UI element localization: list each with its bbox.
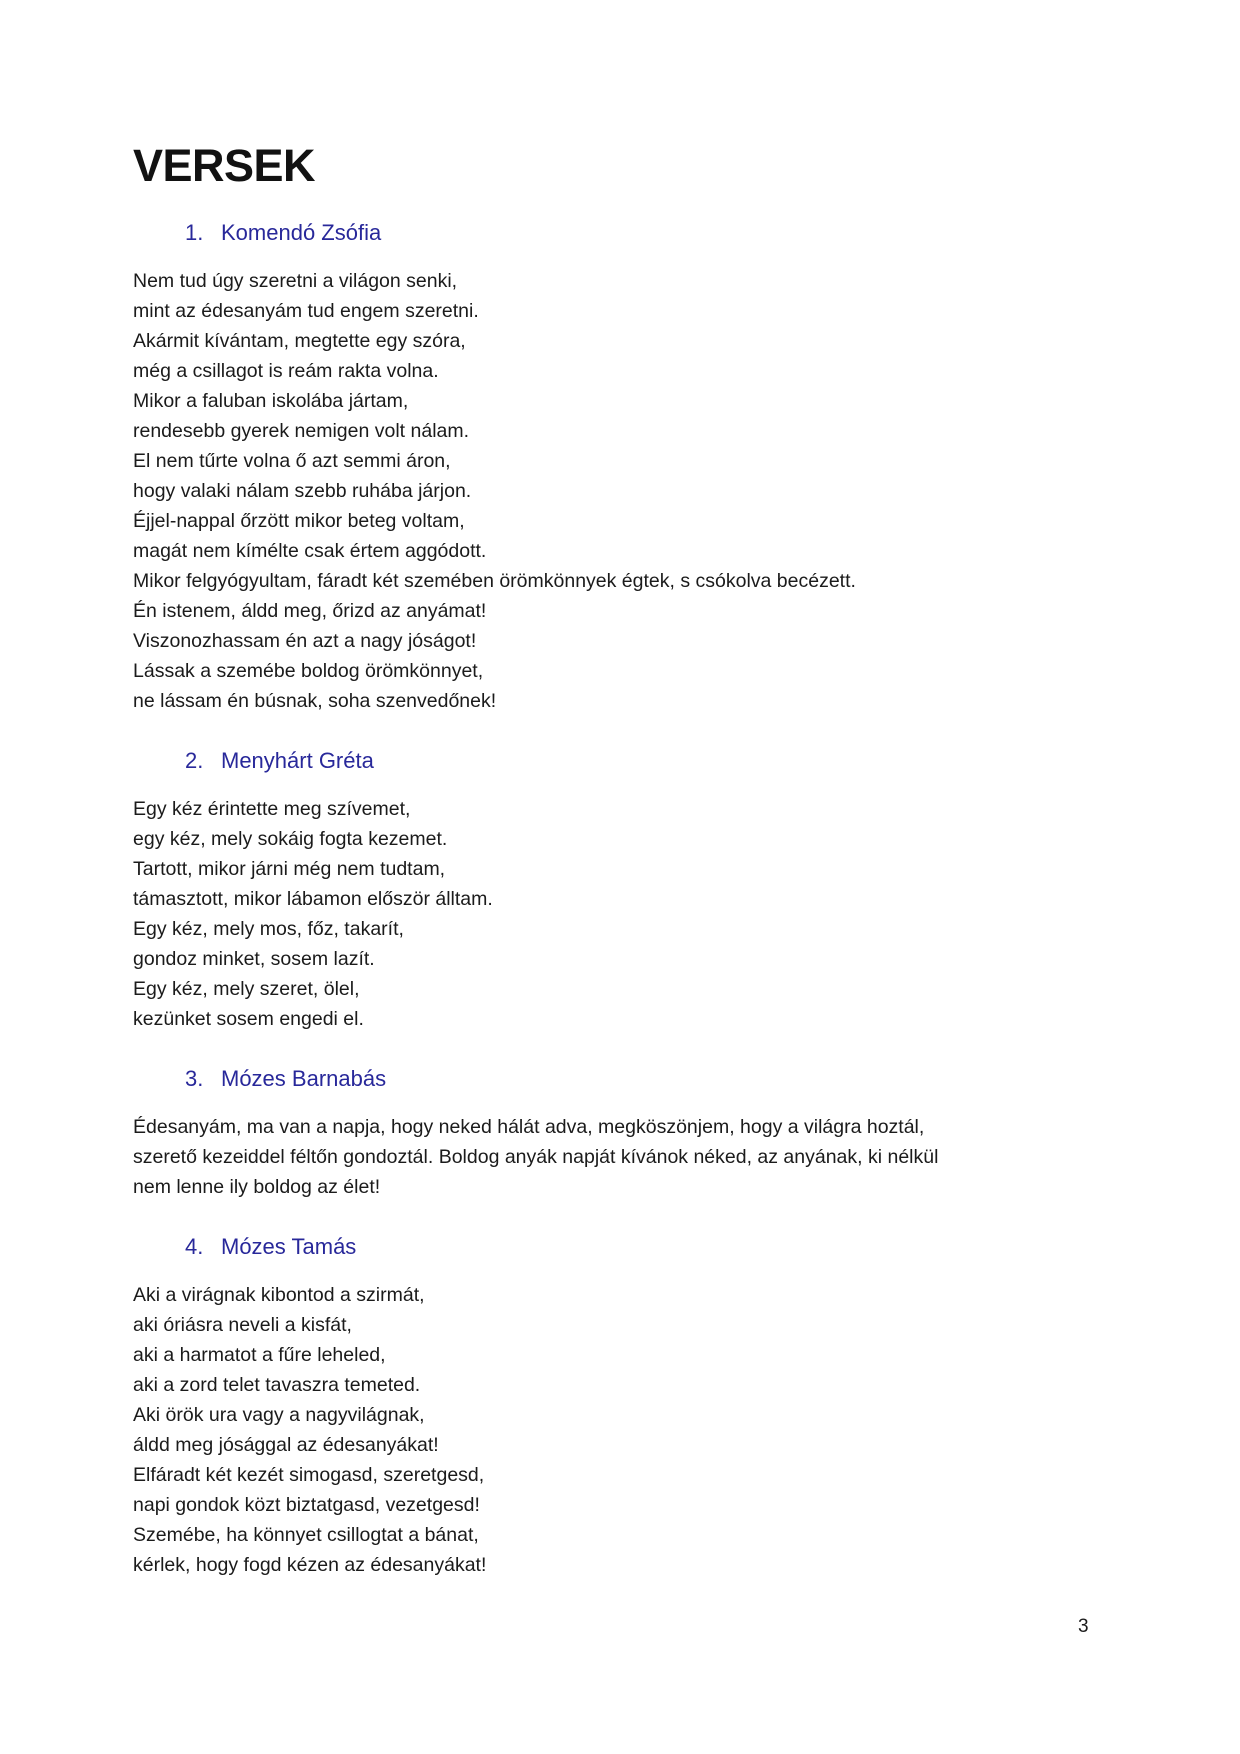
poem-line: Viszonozhassam én azt a nagy jóságot! (133, 630, 477, 652)
poem-line: mint az édesanyám tud engem szeretni. (133, 300, 479, 322)
poem-line: Akármit kívántam, megtette egy szóra, (133, 330, 466, 352)
section-number: 1. (185, 220, 204, 245)
poem-line: egy kéz, mely sokáig fogta kezemet. (133, 828, 448, 850)
poem-line: aki a zord telet tavaszra temeted. (133, 1374, 421, 1396)
poem-line: magát nem kímélte csak értem aggódott. (133, 540, 487, 562)
poem-body (133, 266, 1100, 716)
poem-line: Lássak a szemébe boldog örömkönnyet, (133, 660, 484, 682)
poem-line: áldd meg jósággal az édesanyákat! (133, 1434, 439, 1456)
section-author: Komendó Zsófia (221, 220, 382, 245)
poem-line: Szemébe, ha könnyet csillogtat a bánat, (133, 1524, 479, 1546)
section-heading (185, 1234, 1100, 1260)
poem-line: kezünket sosem engedi el. (133, 1008, 364, 1030)
poem-line: napi gondok közt biztatgasd, vezetgesd! (133, 1494, 480, 1516)
poem-line: Elfáradt két kezét simogasd, szeretgesd, (133, 1464, 485, 1486)
poem-line: támasztott, mikor lábamon először álltam. (133, 888, 493, 910)
poem-section-2 (133, 748, 1100, 1034)
section-number: 3. (185, 1066, 204, 1091)
poem-line: Aki a virágnak kibontod a szirmát, (133, 1284, 425, 1306)
poem-body (133, 1280, 1100, 1580)
poem-line: gondoz minket, sosem lazít. (133, 948, 375, 970)
poem-line: Nem tud úgy szeretni a világon senki, (133, 270, 458, 292)
section-heading (185, 748, 1100, 774)
poem-section-1 (133, 220, 1100, 716)
section-author: Menyhárt Gréta (221, 748, 374, 773)
section-number: 2. (185, 748, 204, 773)
poem-sections (133, 220, 1100, 1580)
poem-line: hogy valaki nálam szebb ruhába járjon. (133, 480, 472, 502)
poem-section-3 (133, 1066, 1100, 1202)
poem-line: Édesanyám, ma van a napja, hogy neked hálát adva, megköszönjem, hogy a világra hoztál, (133, 1116, 925, 1138)
document-content (133, 140, 1100, 1580)
poem-line: Egy kéz, mely mos, főz, takarít, (133, 918, 404, 940)
poem-line: Mikor a faluban iskolába jártam, (133, 390, 409, 412)
poem-line: szerető kezeiddel féltőn gondoztál. Boldog anyák napját kívánok néked, az anyának, ki nélkül (133, 1146, 939, 1168)
section-heading (185, 220, 1100, 246)
poem-line: nem lenne ily boldog az élet! (133, 1176, 381, 1198)
section-heading (185, 1066, 1100, 1092)
poem-line: Tartott, mikor járni még nem tudtam, (133, 858, 446, 880)
poem-line: El nem tűrte volna ő azt semmi áron, (133, 450, 451, 472)
page-title: VERSEK (133, 140, 316, 191)
poem-line: Én istenem, áldd meg, őrizd az anyámat! (133, 600, 487, 622)
poem-line: még a csillagot is reám rakta volna. (133, 360, 439, 382)
poem-line: Mikor felgyógyultam, fáradt két szemében örömkönnyek égtek, s csókolva becézett. (133, 570, 856, 592)
poem-line: aki a harmatot a fűre leheled, (133, 1344, 386, 1366)
poem-line: rendesebb gyerek nemigen volt nálam. (133, 420, 470, 442)
poem-line: Egy kéz, mely szeret, ölel, (133, 978, 360, 1000)
poem-body (133, 794, 1100, 1034)
poem-line: Aki örök ura vagy a nagyvilágnak, (133, 1404, 425, 1426)
section-author: Mózes Barnabás (221, 1066, 387, 1091)
poem-line: Egy kéz érintette meg szívemet, (133, 798, 411, 820)
poem-line: Éjjel-nappal őrzött mikor beteg voltam, (133, 510, 465, 532)
poem-line: kérlek, hogy fogd kézen az édesanyákat! (133, 1554, 487, 1576)
poem-line: ne lássam én búsnak, soha szenvedőnek! (133, 690, 497, 712)
section-author: Mózes Tamás (221, 1234, 357, 1259)
poem-line: aki óriásra neveli a kisfát, (133, 1314, 352, 1336)
poem-body (133, 1112, 1100, 1202)
poem-section-4 (133, 1234, 1100, 1580)
section-number: 4. (185, 1234, 204, 1259)
page-number: 3 (1078, 1616, 1089, 1637)
